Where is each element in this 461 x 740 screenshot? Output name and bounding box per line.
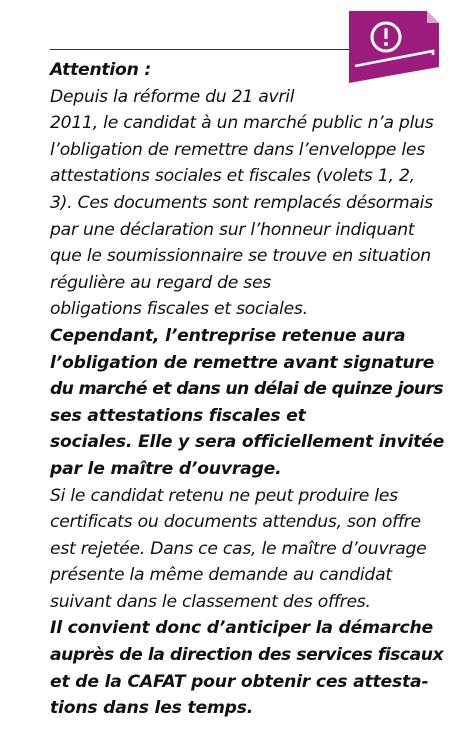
text-line: auprès de la direction des services fiscaux: [50, 645, 444, 666]
text-line: suivant dans le classement des offres.: [50, 591, 371, 612]
text-line: ses attestations fiscales et: [50, 405, 306, 426]
text-line: par une déclaration sur l’honneur indiquant: [50, 219, 415, 240]
text-line: attestations sociales et fiscales (volets 1, 2,: [50, 166, 415, 187]
text-line: Si le candidat retenu ne peut produire les: [50, 485, 398, 506]
text-line: régulière au regard de ses: [50, 272, 272, 293]
text-line: Il convient donc d’anticiper la démarche: [50, 618, 433, 639]
text-line: obligations fiscales et sociales.: [50, 299, 308, 320]
text-line: l’obligation de remettre dans l’enveloppe les: [50, 139, 425, 160]
text-line: du marché et dans un délai de quinze jours: [50, 379, 443, 400]
text-line: 3). Ces documents sont remplacés désormais: [50, 192, 433, 213]
text-line: par le maître d’ouvrage.: [50, 458, 282, 479]
text-line: l’obligation de remettre avant signature: [50, 352, 435, 373]
text-line: certificats ou documents attendus, son offre: [50, 512, 421, 533]
notice-paragraph: [50, 483, 445, 616]
notice-paragraph: [50, 615, 445, 721]
text-line: Cependant, l’entreprise retenue aura: [50, 325, 406, 346]
notice-paragraph: [50, 323, 445, 483]
notice-heading: Attention :: [50, 60, 151, 80]
text-line: 2011, le candidat à un marché public n’a plus: [50, 113, 434, 134]
text-line: sociales. Elle y sera officiellement invitée: [50, 432, 445, 453]
text-line: Depuis la réforme du 21 avril: [50, 86, 295, 107]
icon-dot: [384, 42, 388, 46]
notice-paragraph: [50, 84, 445, 323]
text-line: est rejetée. Dans ce cas, le maître d’ouvrage: [50, 538, 427, 559]
badge-corner-fold: [427, 11, 439, 23]
text-line: que le soumissionnaire se trouve en situation: [50, 246, 431, 267]
text-line: tions dans les temps.: [50, 698, 254, 719]
text-line: présente la même demande au candidat: [50, 565, 392, 586]
text-line: et de la CAFAT pour obtenir ces attesta-: [50, 671, 429, 692]
notice-paragraphs: [50, 84, 445, 722]
icon-bar: [384, 28, 387, 39]
notice-text: [50, 57, 445, 722]
